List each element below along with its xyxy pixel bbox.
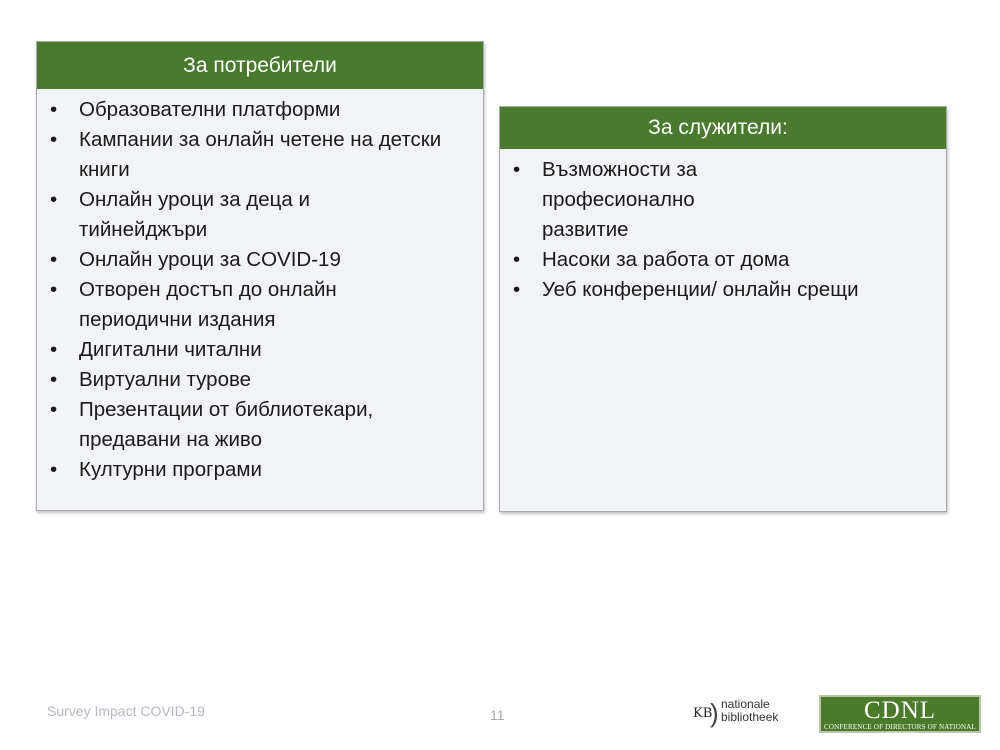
list-item: • Насоки за работа от дома (542, 245, 942, 275)
staff-list (500, 149, 946, 305)
footer-label: Survey Impact COVID-19 (47, 703, 205, 719)
staff-panel-title: За служители: (500, 107, 946, 149)
users-panel-title: За потребители (37, 42, 483, 89)
users-panel (36, 41, 484, 511)
list-item: • Уеб конференции/ онлайн срещи (542, 275, 942, 305)
staff-panel (499, 106, 947, 512)
list-item: • Кампании за онлайн четене на детски книги (79, 125, 479, 185)
kb-line1: nationale (721, 697, 770, 711)
list-item: • Виртуални турове (79, 365, 479, 395)
list-item: • Презентации от библиотекари, предавани на живо (79, 395, 424, 455)
list-item: • Онлайн уроци за деца и тийнейджъри (79, 185, 369, 245)
list-item: • Дигитални читални (79, 335, 479, 365)
kb-mark: KB (693, 706, 713, 721)
list-item: • Културни програми (79, 455, 479, 485)
list-item: • Онлайн уроци за COVID-19 (79, 245, 479, 275)
kb-wordmark (721, 698, 778, 724)
kb-logo (693, 697, 793, 729)
page-number: 11 (490, 707, 505, 723)
kb-bracket-icon: ) (710, 698, 719, 728)
cdnl-title: CDNL (863, 697, 937, 724)
list-item: • Отворен достъп до онлайн периодични издания (79, 275, 379, 335)
list-item: • Образователни платформи (79, 95, 479, 125)
kb-line2: bibliotheek (721, 710, 779, 724)
cdnl-logo (819, 695, 981, 739)
users-list (37, 89, 483, 485)
cdnl-subtitle: CONFERENCE OF DIRECTORS OF NATIONAL LIBRARIES (824, 723, 976, 739)
list-item: • Възможности за професионално развитие (542, 155, 732, 245)
